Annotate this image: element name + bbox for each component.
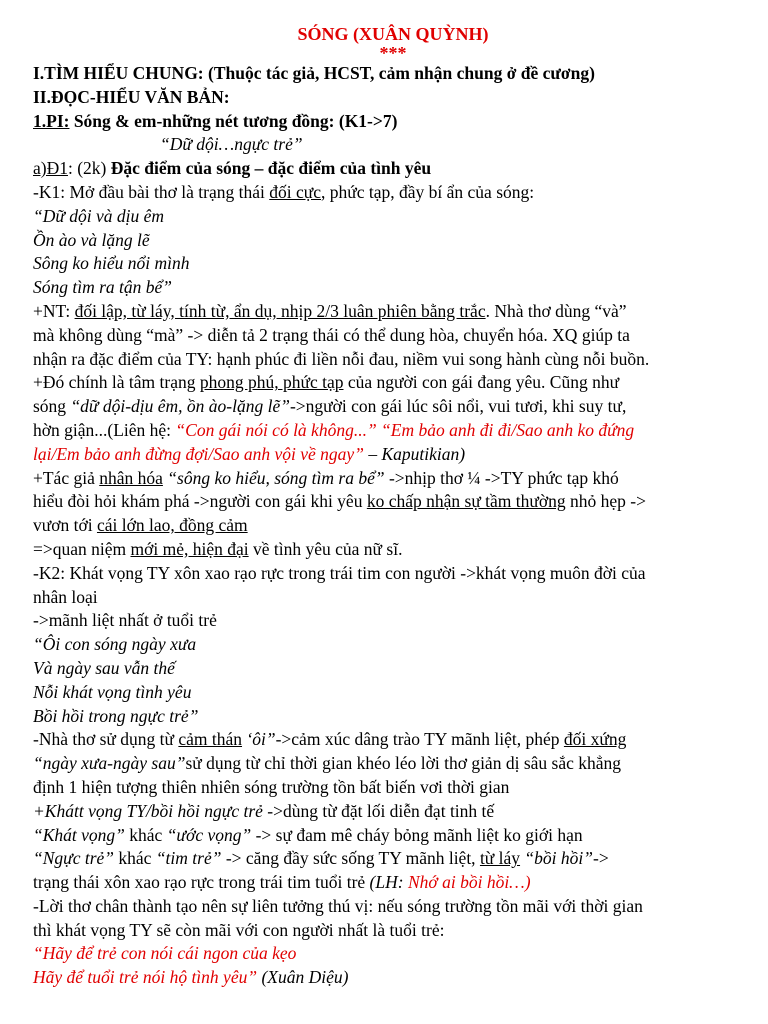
text-run: -K2: Khát vọng TY xôn xao rạo rực trong trái tim con người ->khát vọng muôn đời của — [33, 562, 646, 583]
text-run: cái lớn lao, đồng cảm — [96, 515, 248, 536]
text-run: Hãy để tuổi trẻ nói hộ tình yêu” — [33, 967, 258, 988]
text-run: ->mãnh liệt nhất ở tuổi trẻ — [33, 610, 217, 631]
text-line — [33, 252, 753, 276]
text-line — [33, 871, 753, 895]
text-line — [33, 348, 753, 372]
text-line — [33, 728, 753, 752]
text-line — [33, 942, 753, 966]
text-run: sóng — [33, 396, 71, 417]
text-line — [33, 919, 753, 943]
text-line — [33, 205, 753, 229]
text-run: khác — [114, 848, 156, 869]
text-run: Bồi hồi trong ngực trẻ” — [33, 705, 199, 726]
text-run: sử dụng từ chỉ thời gian khéo léo lời thơ giản dị sâu sắc khẳng — [185, 753, 622, 774]
text-line — [33, 86, 753, 110]
text-run: ->dùng từ đặt lối diễn đạt tinh tế — [262, 800, 495, 821]
text-line — [33, 895, 753, 919]
text-run: Đặc điểm của sóng – đặc điểm của tình yêu — [110, 158, 432, 179]
text-run: định 1 hiện tượng thiên nhiên sóng trường tồn bất biến vơi thời gian — [33, 776, 510, 797]
text-run: lại/Em bảo anh đừng đợi/Sao anh vội về ngay” — [33, 443, 364, 464]
text-line — [33, 419, 753, 443]
text-line — [33, 609, 753, 633]
text-run: , phức tạp, đầy bí ẩn của sóng: — [321, 181, 535, 202]
text-line — [33, 966, 753, 990]
text-line — [33, 562, 753, 586]
text-run: “bồi hồi” — [524, 848, 593, 869]
document-page — [33, 24, 753, 990]
text-line — [33, 514, 753, 538]
text-run: đối xứng — [563, 729, 627, 750]
text-line — [33, 395, 753, 419]
text-run: ->cảm xúc dâng trào TY mãnh liệt, phép — [275, 729, 564, 750]
text-run: mới mẻ, hiện đại — [130, 538, 249, 559]
text-run: -> — [593, 848, 609, 869]
text-line — [33, 681, 753, 705]
text-run: Và ngày sau vẫn thế — [33, 657, 175, 678]
document-title: SÓNG (XUÂN QUỲNH) — [297, 24, 489, 44]
text-run: (Xuân Diệu) — [257, 967, 349, 988]
text-run: ->nhịp thơ ¼ ->TY phức tạp khó — [384, 467, 619, 488]
text-run: : (2k) — [67, 158, 111, 179]
text-run: trạng thái xôn xao rạo rực trong trái tim tuổi trẻ — [33, 872, 370, 893]
text-line — [33, 586, 753, 610]
text-run: ‘ôi” — [246, 729, 276, 750]
text-line — [33, 490, 753, 514]
text-run: I.TÌM HIỂU CHUNG: (Thuộc tác giả, HCST, cảm nhận chung ở đề cương) — [33, 63, 595, 83]
text-line — [33, 110, 753, 134]
text-run: “Khát vọng” — [33, 824, 125, 845]
text-run: Sông ko hiểu nổi mình — [33, 253, 190, 274]
text-run: -Nhà thơ sử dụng từ — [33, 729, 179, 750]
text-run: ->người con gái lúc sôi nổi, vui tươi, khi suy tư, — [289, 396, 627, 417]
text-run: +Đó chính là tâm trạng — [33, 372, 200, 393]
text-line — [33, 538, 753, 562]
text-run: “Dữ dội…ngực trẻ” — [160, 134, 303, 155]
text-run: nhân hóa — [99, 467, 163, 488]
text-run: thì khát vọng TY sẽ còn mãi với con người nhất là tuổi trẻ: — [33, 919, 445, 940]
text-run: “dữ dội-dịu êm, ồn ào-lặng lẽ” — [70, 396, 290, 417]
text-run: mà không dùng “mà” -> diễn tả 2 trạng thái có thể dung hòa, chuyển hóa. XQ giúp ta — [33, 324, 630, 345]
text-run: a)Đ1 — [33, 158, 68, 179]
text-run: vươn tới — [33, 515, 97, 536]
text-run: của người con gái đang yêu. Cũng như — [343, 372, 620, 393]
text-run: ko chấp nhận sự tầm thường — [366, 491, 566, 512]
text-run: +Khátt vọng TY/bồi hồi ngực trẻ — [33, 800, 263, 821]
text-run: -K1: Mở đầu bài thơ là trạng thái — [33, 181, 270, 202]
text-run: “Ôi con sóng ngày xưa — [33, 634, 197, 655]
text-run: Kaputikian) — [381, 443, 466, 464]
text-run: đối lập, từ láy, tính từ, ẩn dụ, nhịp 2/3 luân phiên bằng trắc — [74, 300, 486, 321]
text-run: khác — [124, 824, 167, 845]
text-run: II.ĐỌC-HIỂU VĂN BẢN: — [33, 86, 230, 107]
text-line — [33, 62, 753, 86]
text-run: “ước vọng” — [166, 824, 252, 845]
text-run: . Nhà thơ dùng “và” — [485, 300, 627, 321]
text-run: “Hãy để trẻ con nói cái ngon của kẹo — [33, 943, 297, 964]
text-run: -Lời thơ chân thành tạo nên sự liên tưởng thú vị: nếu sóng trường tồn mãi với thời gian — [33, 895, 643, 916]
text-run: Nhớ ai bồi hồi…) — [407, 872, 531, 893]
text-line — [33, 276, 753, 300]
document-body — [33, 62, 753, 990]
title-ornament: *** — [379, 43, 407, 63]
text-run: =>quan niệm — [33, 538, 131, 559]
text-line — [33, 371, 753, 395]
text-run: về tình yêu của nữ sĩ. — [248, 538, 403, 559]
text-run: (LH: — [369, 872, 408, 893]
text-line — [33, 800, 753, 824]
text-run: Ồn ào và lặng lẽ — [33, 229, 150, 250]
text-run: hờn giận...(Liên hệ: — [33, 419, 176, 440]
text-line — [33, 705, 753, 729]
text-run: “ngày xưa-ngày sau” — [33, 753, 186, 774]
text-line — [33, 157, 753, 181]
text-run: nhỏ hẹp -> — [565, 491, 646, 512]
text-run: “sông ko hiểu, sóng tìm ra bể” — [167, 467, 385, 488]
text-run: +Tác giả — [33, 467, 100, 488]
text-run: -> căng đầy sức sống TY mãnh liệt, — [221, 848, 480, 869]
text-run: nhân loại — [33, 586, 98, 607]
text-line — [33, 752, 753, 776]
text-line — [33, 300, 753, 324]
text-run: 1.PI: — [33, 110, 70, 131]
text-line — [33, 776, 753, 800]
text-line — [33, 467, 753, 491]
text-run: hiểu đòi hỏi khám phá ->người con gái khi yêu — [33, 491, 367, 512]
text-run: cảm thán — [178, 729, 243, 750]
text-run: đối cực — [269, 181, 321, 202]
text-line — [33, 324, 753, 348]
text-run: Nỗi khát vọng tình yêu — [33, 681, 192, 702]
text-run: “tim trẻ” — [155, 848, 222, 869]
text-line — [33, 633, 753, 657]
text-line — [33, 824, 753, 848]
text-run: +NT: — [33, 300, 75, 321]
text-run: -> sự đam mê cháy bỏng mãnh liệt ko giới hạn — [251, 824, 583, 845]
text-line — [33, 229, 753, 253]
text-line — [33, 181, 753, 205]
text-run: Sóng tìm ra tận bể” — [33, 277, 173, 298]
text-line — [33, 657, 753, 681]
text-line — [33, 847, 753, 871]
text-run: Sóng & em-những nét tương đồng: (K1->7) — [69, 110, 398, 131]
text-run: – — [363, 443, 382, 464]
text-line — [33, 443, 753, 467]
text-run: “Ngực trẻ” — [33, 848, 115, 869]
text-line — [33, 133, 753, 157]
text-run: nhận ra đặc điểm của TY: hạnh phúc đi liền nỗi đau, niềm vui song hành cùng nỗi buồn. — [33, 348, 650, 369]
text-run: “Con gái nói có là không...” “Em bảo anh đi đi/Sao anh ko đứng — [175, 419, 635, 440]
text-run: từ láy — [479, 848, 521, 869]
text-run: “Dữ dội và dịu êm — [33, 205, 165, 226]
text-run: phong phú, phức tạp — [199, 372, 344, 393]
